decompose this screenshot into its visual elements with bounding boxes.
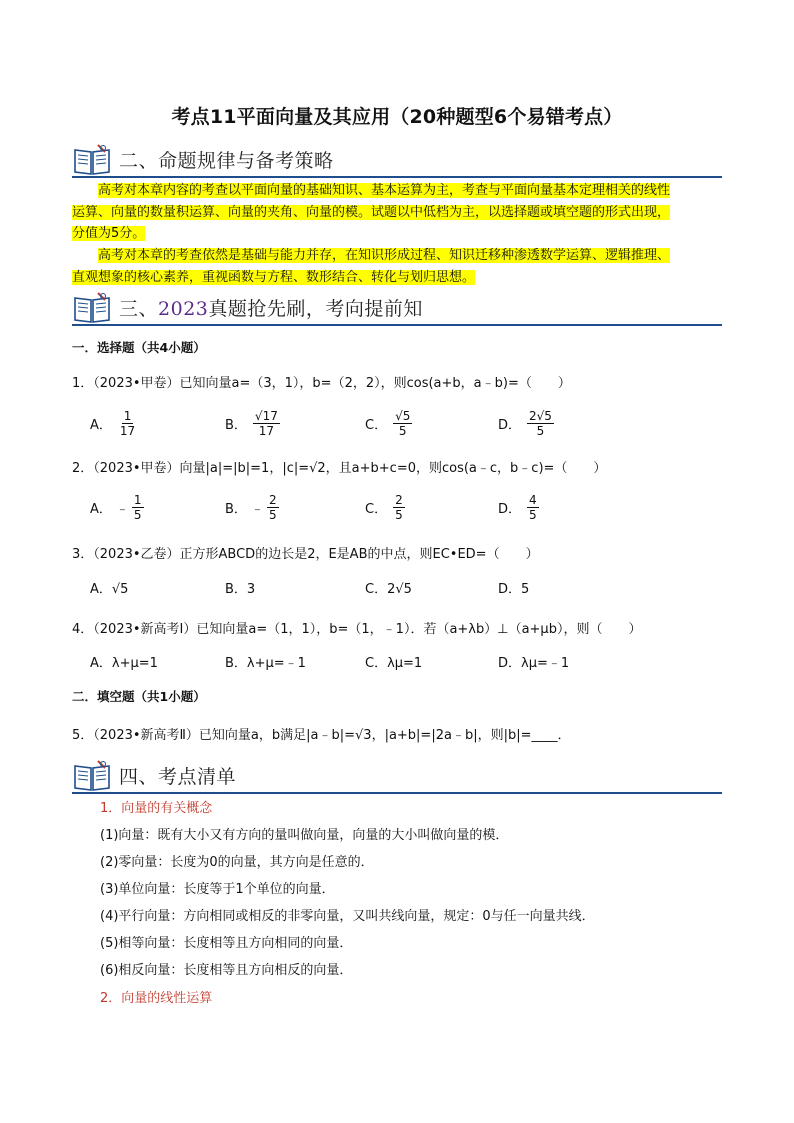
option-b: B．3 bbox=[225, 581, 256, 597]
question-3: 3．（2023•乙卷）正方形ABCD的边长是2，E是AB的中点，则EC•ED=（ ） bbox=[72, 547, 539, 562]
section-title-prefix: 三、 bbox=[119, 298, 159, 320]
book-icon bbox=[72, 290, 112, 324]
section-header-checklist bbox=[72, 758, 722, 794]
option-a: A．√5 bbox=[90, 581, 129, 597]
option-d: D． $\frac{2√5}{5}$ bbox=[498, 408, 552, 438]
subsection-fill-in: 二．填空题（共1小题） bbox=[72, 689, 206, 704]
concept-line: (4)平行向量：方向相同或相反的非零向量，又叫共线向量，规定：0与任一向量共线． bbox=[100, 909, 595, 924]
section-header-exams bbox=[72, 290, 722, 326]
concept-line: (6)相反向量：长度相等且方向相反的向量． bbox=[100, 963, 353, 978]
highlighted-text: 高考对本章的考查依然是基础与能力并存，在知识形成过程、知识迁移种渗透数学运算、逻辑推理、 bbox=[98, 248, 671, 263]
concept-line: (2)零向量：长度为0的向量，其方向是任意的． bbox=[100, 855, 374, 870]
option-b: B．λ+μ=﹣1 bbox=[225, 655, 306, 671]
option-a: A． $\frac{1}{17}$ bbox=[90, 408, 136, 438]
option-c: C．λμ=1 bbox=[365, 655, 423, 671]
highlighted-text: 直观想象的核心素养，重视函数与方程、数形结合、转化与划归思想。 bbox=[72, 269, 476, 285]
checklist-item-2: 2．向量的线性运算 bbox=[100, 991, 213, 1006]
section-title: 四、考点清单 bbox=[119, 766, 237, 788]
option-d: D．λμ=﹣1 bbox=[498, 655, 570, 671]
section-title: 二、命题规律与备考策略 bbox=[119, 150, 334, 172]
section-divider bbox=[72, 176, 722, 178]
option-d: D．5 bbox=[498, 581, 530, 597]
option-d: D． $\frac{4}{5}$ bbox=[498, 492, 537, 522]
checklist-item-1: 1．向量的有关概念 bbox=[100, 801, 213, 816]
subsection-choice: 一．选择题（共4小题） bbox=[72, 340, 206, 355]
book-icon bbox=[72, 758, 112, 792]
question-2: 2．（2023•甲卷）向量|a|=|b|=1，|c|=√2，且a+b+c=0，则cos(a﹣c，b﹣c)=（ ） bbox=[72, 461, 607, 476]
option-a: A． ﹣ $\frac{1}{5}$ bbox=[90, 492, 142, 522]
highlighted-text: 分值为5分。 bbox=[72, 226, 146, 241]
section-divider bbox=[72, 792, 722, 794]
question-3-options bbox=[90, 572, 710, 602]
option-b: B． $\frac{√17}{17}$ bbox=[225, 408, 278, 438]
concept-line: (5)相等向量：长度相等且方向相同的向量． bbox=[100, 936, 353, 951]
book-icon bbox=[72, 142, 112, 176]
section-title-suffix: 真题抢先刷，考向提前知 bbox=[208, 298, 423, 320]
section-header-strategy bbox=[72, 142, 722, 178]
highlighted-text: 运算、向量的数量积运算、向量的夹角、向量的模。试题以中低档为主，以选择题或填空题的形式出现， bbox=[72, 204, 671, 220]
question-1: 1．（2023•甲卷）已知向量a=（3，1），b=（2，2），则cos(a+b，a﹣b)=（ ） bbox=[72, 376, 571, 391]
section-title-year: 2023 bbox=[158, 298, 209, 320]
highlighted-text: 高考对本章内容的考查以平面向量的基础知识、基本运算为主，考查与平面向量基本定理相关的线性 bbox=[98, 183, 671, 198]
strategy-paragraph-1 bbox=[72, 180, 722, 245]
concept-line: (1)向量：既有大小又有方向的量叫做向量，向量的大小叫做向量的模． bbox=[100, 828, 509, 843]
question-5: 5．（2023•新高考Ⅱ）已知向量a，b满足|a﹣b|=√3，|a+b|=|2a﹣b|，则|b|=____． bbox=[72, 728, 571, 743]
option-c: C． $\frac{√5}{5}$ bbox=[365, 408, 411, 438]
question-2-options bbox=[90, 492, 710, 522]
section-title bbox=[119, 294, 423, 321]
question-1-options bbox=[90, 408, 710, 438]
option-c: C．2√5 bbox=[365, 581, 412, 597]
option-a: A．λ+μ=1 bbox=[90, 655, 158, 671]
option-b: B． ﹣ $\frac{2}{5}$ bbox=[225, 492, 277, 522]
section-divider bbox=[72, 324, 722, 326]
page-title: 考点11平面向量及其应用（20种题型6个易错考点） bbox=[171, 106, 623, 128]
concept-line: (3)单位向量：长度等于1个单位的向量． bbox=[100, 882, 335, 897]
question-4-options bbox=[90, 646, 710, 676]
question-4: 4．（2023•新高考Ⅰ）已知向量a=（1，1），b=（1，﹣1）．若（a+λb）⊥（a+μb），则（ ） bbox=[72, 622, 642, 637]
strategy-paragraph-2 bbox=[72, 245, 722, 288]
option-c: C． $\frac{2}{5}$ bbox=[365, 492, 403, 522]
